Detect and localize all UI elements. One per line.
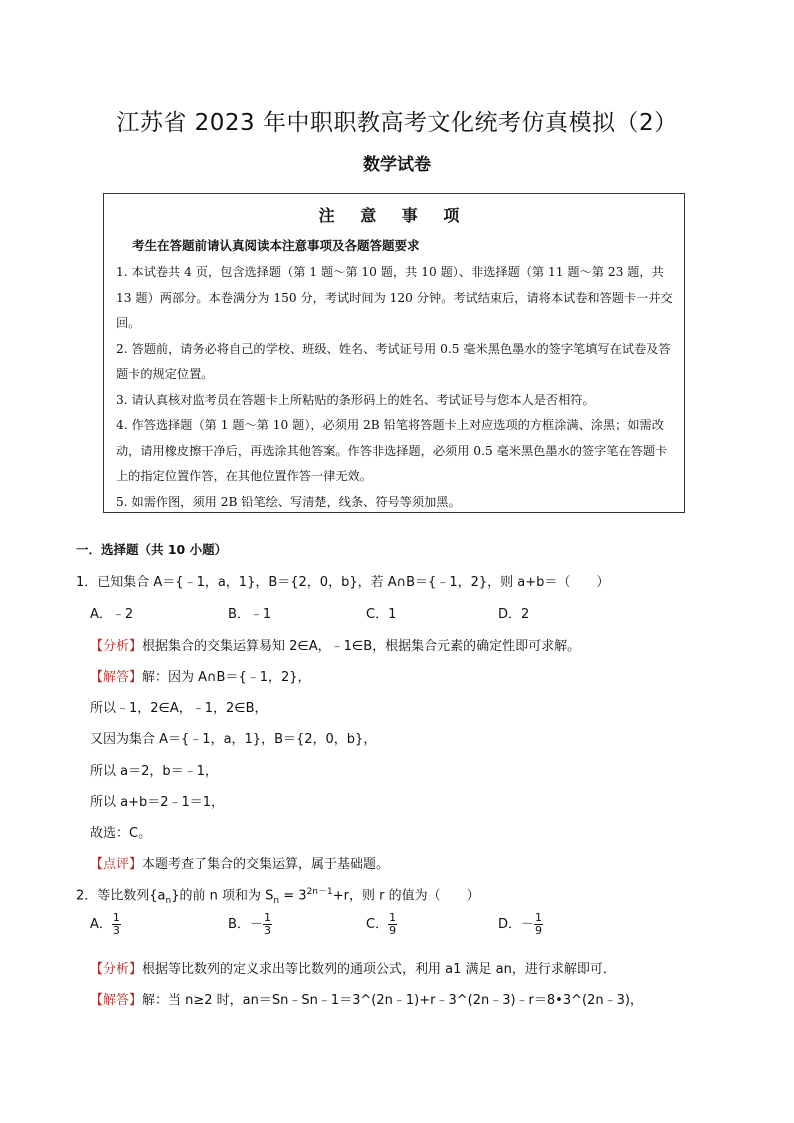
q2-option-b bbox=[228, 912, 272, 937]
exam-subtitle: 数学试卷 bbox=[363, 155, 431, 175]
fraction bbox=[112, 912, 121, 937]
notice-box bbox=[103, 193, 685, 513]
q1-answer-line: 所以 a＝2，b＝﹣1， bbox=[90, 764, 218, 779]
comment-tag: 【点评】 bbox=[90, 857, 143, 872]
fraction bbox=[263, 912, 272, 937]
fraction bbox=[388, 912, 397, 937]
q2-stem-prefix: 2．等比数列{a bbox=[76, 888, 166, 904]
numerator: 1 bbox=[112, 911, 120, 924]
answer-text: 解：因为 A∩B＝{﹣1，2}， bbox=[142, 670, 311, 685]
q2-option-c bbox=[366, 912, 397, 937]
q2-analysis bbox=[90, 958, 616, 977]
option-label: A． bbox=[90, 917, 112, 932]
answer-text: 解：当 n≥2 时，an＝Sn﹣Sn﹣1＝3^(2n﹣1)+r﹣3^(2n﹣3)﹣r＝8•3^(2n﹣3)， bbox=[142, 993, 643, 1008]
option-label: C． bbox=[366, 917, 389, 932]
q2-option-d bbox=[498, 912, 543, 937]
answer-tag: 【解答】 bbox=[90, 670, 143, 685]
option-sign: － bbox=[249, 917, 263, 932]
q1-option-a: A．﹣2 bbox=[90, 607, 134, 622]
denominator: 3 bbox=[112, 924, 120, 937]
analysis-tag: 【分析】 bbox=[90, 639, 143, 654]
notice-item: 4. 作答选择题（第 1 题～第 10 题），必须用 2B 铅笔将答题卡上对应选项的方框涂满、涂黑；如需改动，请用橡皮擦干净后，再选涂其他答案。作答非选择题，必须用 0.5 毫米黑色墨水的签字笔在答题卡上的指定位置作答，在其他位置作答一律无效。 bbox=[116, 418, 668, 483]
notice-item: 2. 答题前，请务必将自己的学校、班级、姓名、考试证号用 0.5 毫米黑色墨水的签字笔填写在试卷及答题卡的规定位置。 bbox=[116, 341, 671, 381]
q1-option-d: D．2 bbox=[498, 607, 530, 622]
denominator: 3 bbox=[263, 924, 271, 937]
q1-answer-line: 又因为集合 A＝{﹣1，a，1}，B＝{2，0，b}， bbox=[90, 732, 377, 747]
denominator: 9 bbox=[389, 924, 397, 937]
analysis-tag: 【分析】 bbox=[90, 962, 143, 977]
q1-answer-line: 故选：C。 bbox=[90, 826, 152, 841]
numerator: 1 bbox=[389, 911, 397, 924]
q1-answer-line: 所以﹣1，2∈A，﹣1，2∈B， bbox=[90, 701, 268, 716]
numerator: 1 bbox=[535, 911, 543, 924]
exam-title: 江苏省 2023 年中职职教高考文化统考仿真模拟（2） bbox=[116, 110, 678, 136]
q2-stem-suffix: +r，则 r 的值为（ ） bbox=[332, 888, 480, 904]
numerator: 1 bbox=[263, 911, 271, 924]
notice-item: 1. 本试卷共 4 页，包含选择题（第 1 题～第 10 题，共 10 题）、非选择题（第 11 题～第 23 题，共 13 题）两部分。本卷满分为 150 分，考试时间为 120 分钟。考试结束后，请将本试卷和答题卡一并交回。 bbox=[116, 265, 673, 330]
q1-option-b: B．﹣1 bbox=[228, 607, 272, 622]
denominator: 9 bbox=[535, 924, 543, 937]
option-label: B． bbox=[228, 917, 250, 932]
notice-title: 注 意 事 项 bbox=[318, 206, 470, 225]
notice-list bbox=[104, 260, 684, 515]
q2-stem-exp: 2n－1 bbox=[306, 887, 333, 897]
q1-comment bbox=[90, 853, 389, 872]
notice-item: 3. 请认真核对监考员在答题卡上所粘贴的条形码上的姓名、考试证号与您本人是否相符。 bbox=[116, 392, 595, 407]
q1-analysis bbox=[90, 635, 580, 654]
section-heading: 一．选择题（共 10 小题） bbox=[76, 542, 228, 557]
notice-item: 5. 如需作图，须用 2B 铅笔绘、写清楚，线条、符号等须加黑。 bbox=[116, 494, 461, 509]
q2-stem-formula: = 3 bbox=[283, 888, 307, 904]
answer-tag: 【解答】 bbox=[90, 993, 143, 1008]
q1-answer bbox=[90, 666, 311, 685]
comment-text: 本题考查了集合的交集运算，属于基础题。 bbox=[142, 857, 390, 872]
q2-option-a bbox=[90, 912, 121, 937]
option-label: D． bbox=[498, 917, 522, 932]
q2-stem: 2．等比数列$\{a_n\}$的前 n 项和为 $S_n = 3^{2n-1}+r$，则 r 的值为（ ） bbox=[76, 887, 480, 906]
q1-stem: 1．已知集合 A＝{﹣1，a，1}，B＝{2，0，b}，若 A∩B＝{﹣1，2}，则 a+b＝（ ） bbox=[76, 575, 610, 590]
q1-answer-line: 所以 a+b＝2﹣1＝1， bbox=[90, 795, 225, 810]
q2-stem-mid: }的前 n 项和为 S bbox=[171, 888, 274, 904]
notice-intro: 考生在答题前请认真阅读本注意事项及各题答题要求 bbox=[132, 238, 420, 253]
analysis-text: 根据等比数列的定义求出等比数列的通项公式，利用 a1 满足 an，进行求解即可． bbox=[142, 962, 616, 977]
q2-answer bbox=[90, 989, 643, 1008]
fraction bbox=[534, 912, 543, 937]
analysis-text: 根据集合的交集运算易知 2∈A，﹣1∈B，根据集合元素的确定性即可求解。 bbox=[142, 639, 581, 654]
option-sign: － bbox=[521, 917, 535, 932]
q1-option-c: C．1 bbox=[366, 607, 397, 622]
